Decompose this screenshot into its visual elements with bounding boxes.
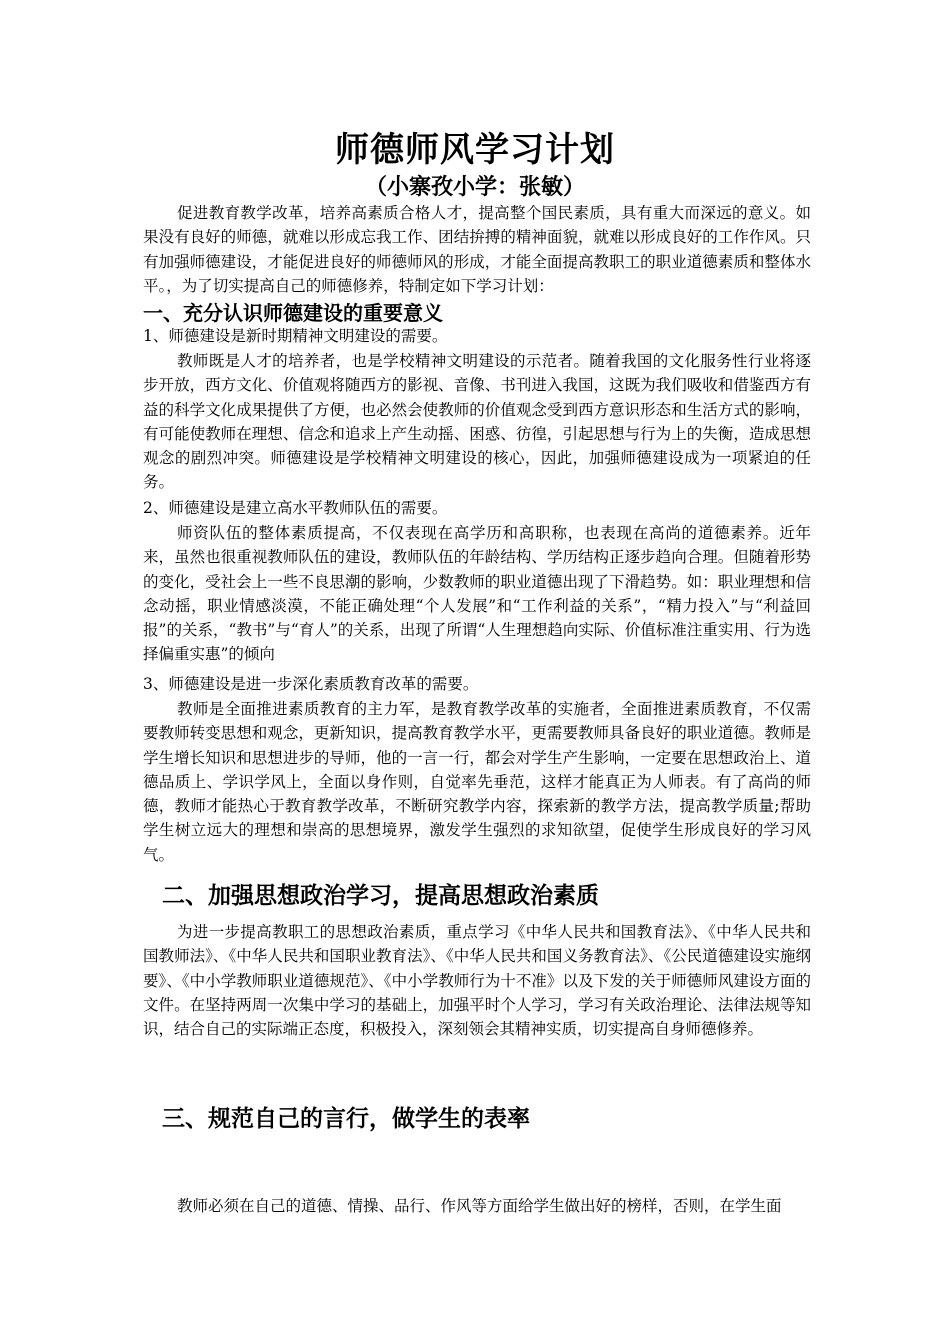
section1-paragraph2: 师资队伍的整体素质提高，不仅表现在高学历和高职称，也表现在高尚的道德素养。近年来，虽然也很重视教师队伍的建设，教师队伍的年龄结构、学历结构正逐步趋向合理。但随着形势的变化，受社会上一些不良思潮的影响，少数教师的职业道德出现了下滑趋势。如：职业理想和信念动摇，职业情感淡漠，不能正确处理“个人发展”和“工作利益的关系”，“精力投入”与“利益回报”的关系，“教书”与“育人”的关系，出现了所谓“人生理想趋向实际、价值标准注重实用、行为选择偏重实惠”的倾向 (143, 524, 811, 664)
section3-heading: 三、规范自己的言行，做学生的表率 (162, 1106, 530, 1132)
section1-item2: 2、师德建设是建立高水平教师队伍的需要。 (143, 499, 448, 517)
section1-heading: 一、充分认识师德建设的重要意义 (143, 301, 443, 325)
intro-paragraph: 促进教育教学改革，培养高素质合格人才，提高整个国民素质，具有重大而深远的意义。如果没有良好的师德，就难以形成忘我工作、团结拚搏的精神面貌，就难以形成良好的工作作风。只有加强师德建设，才能促进良好的师德师风的形成，才能全面提高教职工的职业道德素质和整体水平。，为了切实提高自己的师德修养，特制定如下学习计划： (143, 204, 811, 295)
document-subtitle: （小寨孜小学：张敏） (364, 175, 585, 200)
section3-paragraph: 教师必须在自己的道德、情操、品行、作风等方面给学生做出好的榜样，否则，在学生面 (177, 1197, 782, 1215)
section1-paragraph3: 教师是全面推进素质教育的主力军，是教育教学改革的实施者，全面推进素质教育，不仅需要教师转变思想和观念，更新知识，提高教育教学水平，更需要教师具备良好的职业道德。教师是学生增长知识和思想进步的导师，他的一言一行，都会对学生产生影响，一定要在思想政治上、道德品质上、学识学风上，全面以身作则，自觉率先垂范，这样才能真正为人师表。有了高尚的师德，教师才能热心于教育教学改革，不断研究教学内容，探索新的教学方法，提高教学质量;帮助学生树立远大的理想和崇高的思想境界，激发学生强烈的求知欲望，促使学生形成良好的学习风气。 (143, 700, 811, 864)
document-title: 师德师风学习计划 (335, 130, 615, 170)
section1-item1: 1、师德建设是新时期精神文明建设的需要。 (143, 327, 448, 345)
section2-heading: 二、加强思想政治学习，提高思想政治素质 (162, 883, 599, 909)
section2-paragraph: 为进一步提高教职工的思想政治素质，重点学习《中华人民共和国教育法》、《中华人民共和国教师法》、《中华人民共和国职业教育法》、《中华人民共和国义务教育法》、《公民道德建设实施纲要》、《中小学教师职业道德规范》、《中小学教师行为十不准》以及下发的关于师德师风建设方面的文件。在坚持两周一次集中学习的基础上，加强平时个人学习，学习有关政治理论、法律法规等知识，结合自己的实际端正态度，积极投入，深刻领会其精神实质，切实提高自身师德修养。 (143, 923, 811, 1039)
section1-item3: 3、师德建设是进一步深化素质教育改革的需要。 (143, 675, 479, 693)
section1-paragraph1: 教师既是人才的培养者，也是学校精神文明建设的示范者。随着我国的文化服务性行业将逐步开放，西方文化、价值观将随西方的影视、音像、书刊进入我国，这既为我们吸收和借鉴西方有益的科学文化成果提供了方便，也必然会使教师的价值观念受到西方意识形态和生活方式的影响，有可能使教师在理想、信念和追求上产生动摇、困惑、彷徨，引起思想与行为上的失衡，造成思想观念的剧烈冲突。师德建设是学校精神文明建设的核心，因此，加强师德建设成为一项紧迫的任务。 (143, 352, 811, 492)
